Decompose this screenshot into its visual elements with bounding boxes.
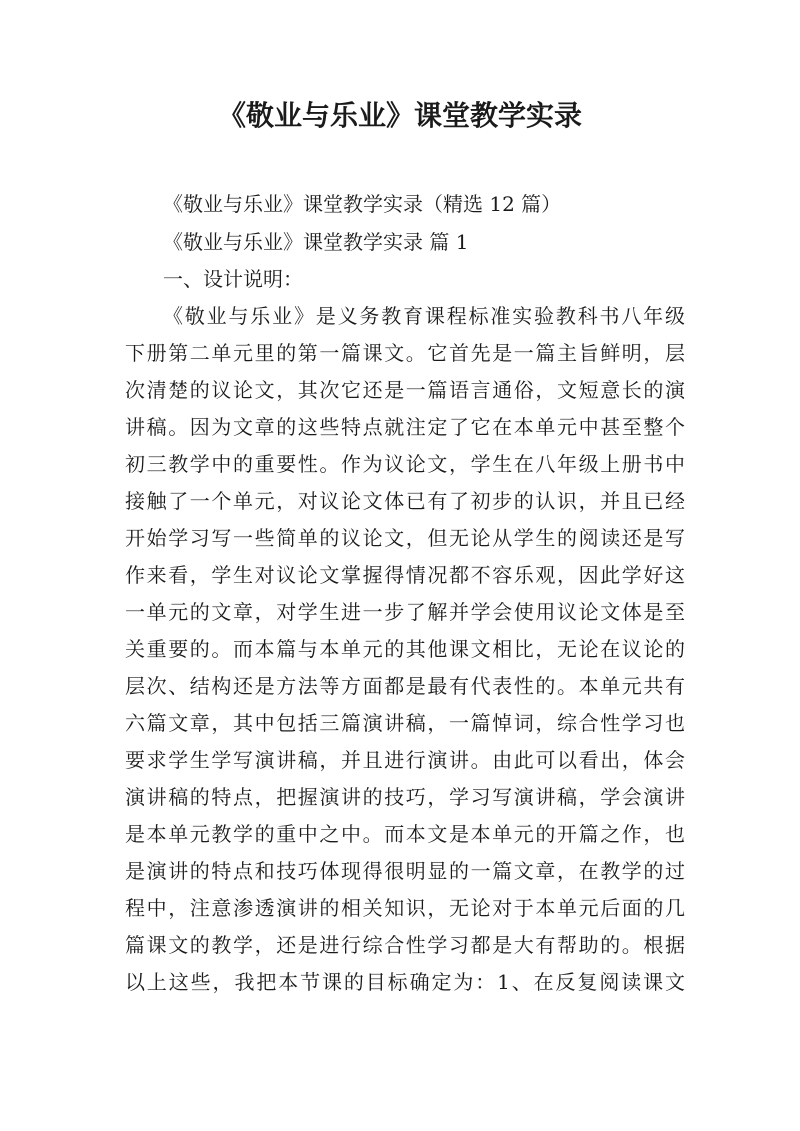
paragraph-line: 要求学生学写演讲稿，并且进行演讲。由此可以看出，体会 bbox=[125, 748, 685, 772]
paragraph-line: 层次、结构还是方法等方面都是最有代表性的。本单元共有 bbox=[125, 674, 685, 698]
paragraph-line: 篇课文的教学，还是进行综合性学习都是大有帮助的。根据 bbox=[125, 933, 685, 957]
paragraph-line: 六篇文章，其中包括三篇演讲稿，一篇悼词，综合性学习也 bbox=[125, 711, 685, 735]
paragraph-line: 程中，注意渗透演讲的相关知识，无论对于本单元后面的几 bbox=[125, 896, 685, 920]
paragraph-line: 演讲稿的特点，把握演讲的技巧，学习写演讲稿，学会演讲 bbox=[125, 785, 685, 809]
paragraph-line: 次清楚的议论文，其次它还是一篇语言通俗，文短意长的演 bbox=[125, 378, 685, 402]
part-heading: 一、设计说明： bbox=[163, 267, 303, 291]
document-title: 《敬业与乐业》课堂教学实录 bbox=[217, 99, 582, 132]
paragraph-line: 关重要的。而本篇与本单元的其他课文相比，无论在议论的 bbox=[125, 637, 685, 661]
section-heading: 《敬业与乐业》课堂教学实录 篇 1 bbox=[163, 230, 469, 254]
paragraph-line: 《敬业与乐业》是义务教育课程标准实验教科书八年级 bbox=[163, 304, 685, 328]
paragraph-line: 下册第二单元里的第一篇课文。它首先是一篇主旨鲜明，层 bbox=[125, 341, 685, 365]
paragraph-line: 一单元的文章，对学生进一步了解并学会使用议论文体是至 bbox=[125, 600, 685, 624]
subtitle: 《敬业与乐业》课堂教学实录（精选 12 篇） bbox=[163, 192, 562, 216]
paragraph-line: 作来看，学生对议论文掌握得情况都不容乐观，因此学好这 bbox=[125, 563, 685, 587]
paragraph-line: 以上这些，我把本节课的目标确定为：1、在反复阅读课文 bbox=[125, 970, 685, 994]
paragraph-line: 是演讲的特点和技巧体现得很明显的一篇文章，在教学的过 bbox=[125, 859, 685, 883]
paragraph-line: 初三教学中的重要性。作为议论文，学生在八年级上册书中 bbox=[125, 452, 685, 476]
paragraph-line: 开始学习写一些简单的议论文，但无论从学生的阅读还是写 bbox=[125, 526, 685, 550]
paragraph-line: 讲稿。因为文章的这些特点就注定了它在本单元中甚至整个 bbox=[125, 415, 685, 439]
paragraph-line: 是本单元教学的重中之中。而本文是本单元的开篇之作，也 bbox=[125, 822, 685, 846]
paragraph-line: 接触了一个单元，对议论文体已有了初步的认识，并且已经 bbox=[125, 489, 685, 513]
